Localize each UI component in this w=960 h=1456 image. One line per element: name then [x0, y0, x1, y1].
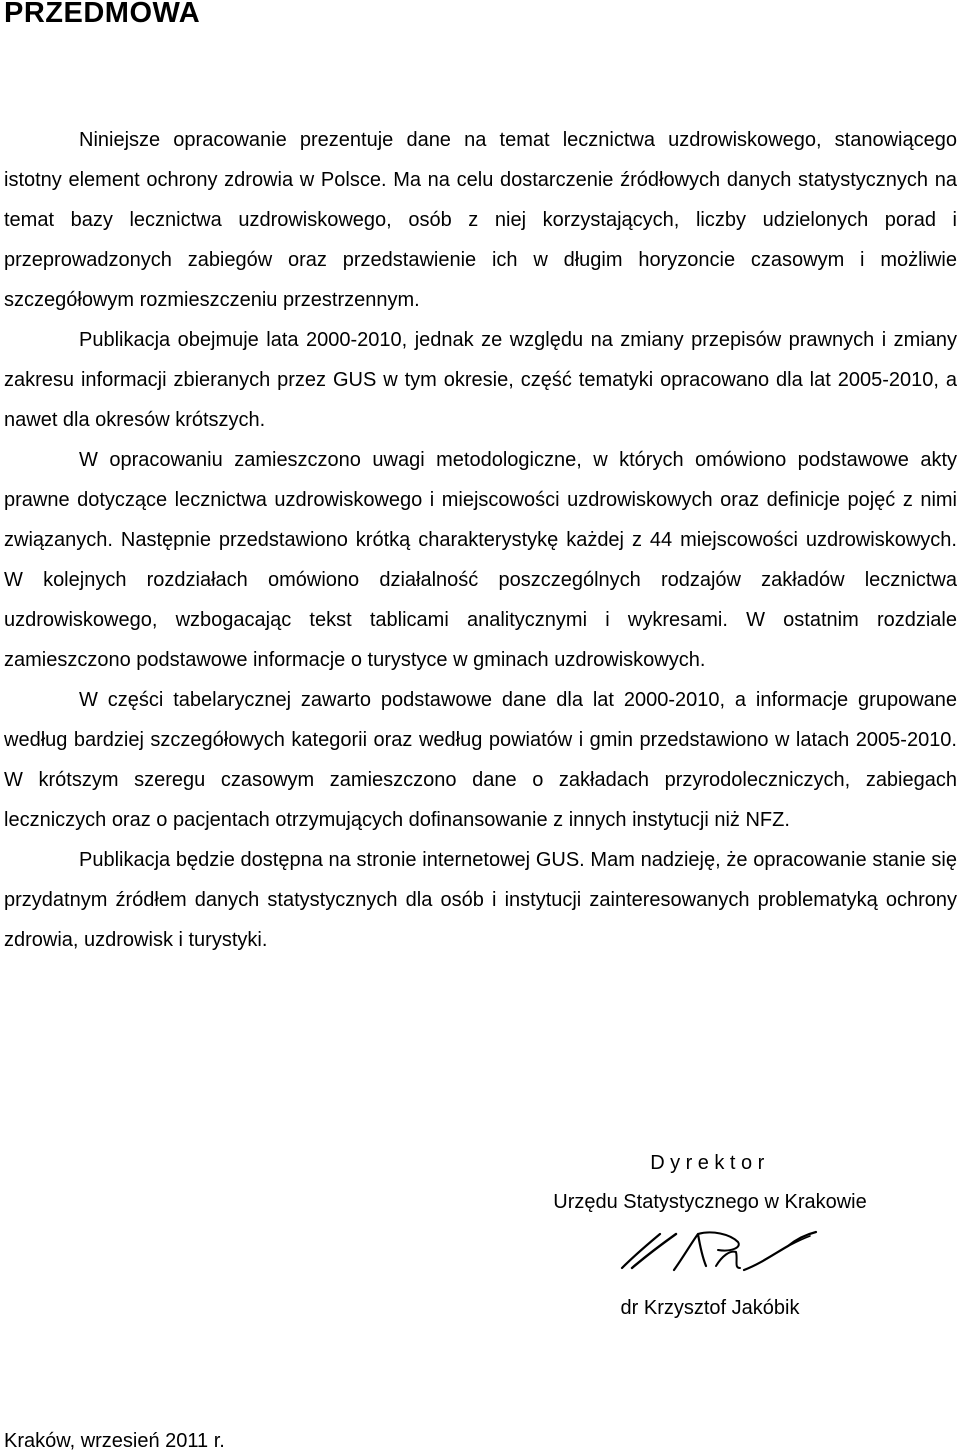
place-and-date: Kraków, wrzesień 2011 r. — [4, 1430, 225, 1452]
signature-office: Urzędu Statystycznego w Krakowie — [553, 1191, 867, 1213]
page-title: PRZEDMOWA — [4, 0, 201, 29]
preface-body — [4, 120, 957, 960]
paragraph-availability: Publikacja będzie dostępna na stronie internetowej GUS. Mam nadzieję, że opracowanie stanie się przydatnym źródłem danych statystycznych dla osób i instytucji zainteresowanych problematyką ochrony zdrowia, uzdrowisk i turystyki. — [4, 849, 957, 951]
signature-title: Dyrektor — [650, 1152, 770, 1174]
paragraph-contents: W opracowaniu zamieszczono uwagi metodologiczne, w których omówiono podstawowe akty prawne dotyczące lecznictwa uzdrowiskowego i miejscowości uzdrowiskowych oraz definicje pojęć z nimi związanych. Następnie przedstawiono krótką charakterystykę każdej z 44 miejscowości uzdrowiskowych. W kolejnych rozdziałach omówiono działalność poszczególnych rodzajów zakładów lecznictwa uzdrowiskowego, wzbogacając tekst tablicami analitycznymi i wykresami. W ostatnim rozdziale zamieszczono podstawowe informacje o turystyce w gminach uzdrowiskowych. — [4, 449, 957, 671]
paragraph-period: Publikacja obejmuje lata 2000-2010, jednak ze względu na zmiany przepisów prawnych i zmiany zakresu informacji zbieranych przez GUS w tym okresie, część tematyki opracowano dla lat 2005-2010, a nawet dla okresów krótszych. — [4, 329, 957, 431]
handwritten-signature — [612, 1226, 822, 1286]
paragraph-intro: Niniejsze opracowanie prezentuje dane na temat lecznictwa uzdrowiskowego, stanowiącego istotny element ochrony zdrowia w Polsce. Ma na celu dostarczenie źródłowych danych statystycznych na temat bazy lecznictwa uzdrowiskowego, osób z niej korzystających, liczby udzielonych porad i przeprowadzonych zabiegów oraz przedstawienie ich w długim horyzoncie czasowym i możliwie szczegółowym rozmieszczeniu przestrzennym. — [4, 129, 957, 311]
signature-name: dr Krzysztof Jakóbik — [620, 1297, 800, 1319]
paragraph-tables: W części tabelarycznej zawarto podstawowe dane dla lat 2000-2010, a informacje grupowane według bardziej szczegółowych kategorii oraz według powiatów i gmin przedstawiono w latach 2005-2010. W krótszym szeregu czasowym zamieszczono dane o zakładach przyrodoleczniczych, zabiegach leczniczych oraz o pacjentach otrzymujących dofinansowanie z innych instytucji niż NFZ. — [4, 689, 957, 831]
